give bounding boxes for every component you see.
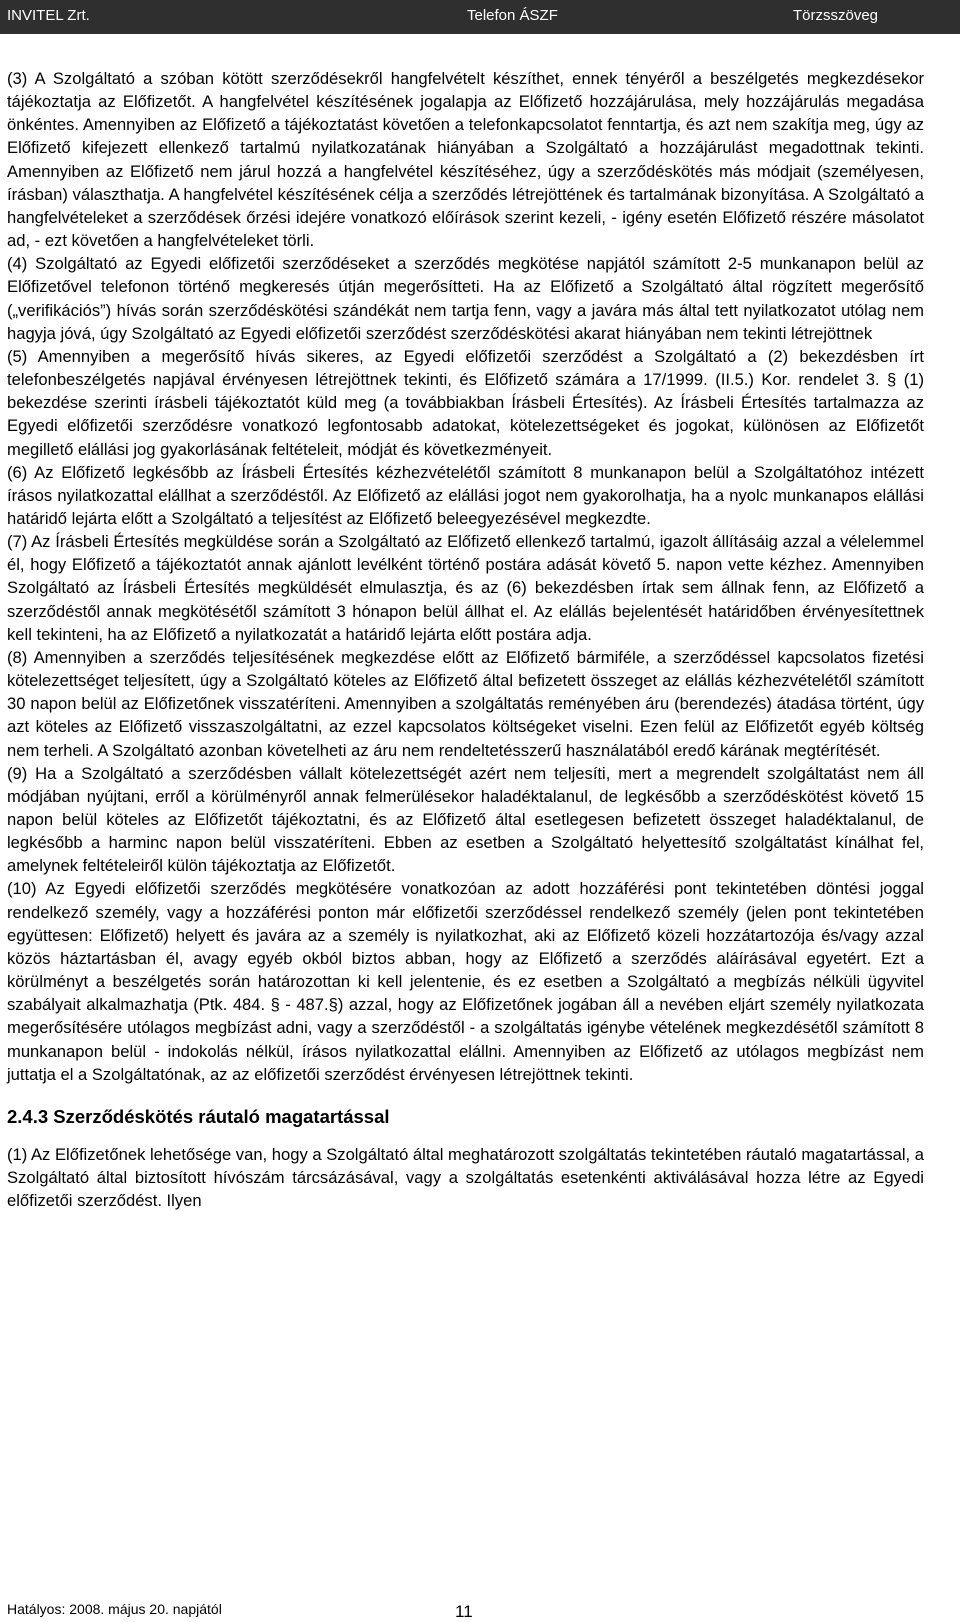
paragraph-7: (7) Az Írásbeli Értesítés megküldése során a Szolgáltató az Előfizető ellenkező tartalmú, igazolt állításáig azzal a vélelemmel él, hogy Előfizető a tájékoztatót annak ajánlott levélként történő postára adását követő 5. napon vette kézhez. Amennyiben Szolgáltató az Írásbeli Értesítés megküldését elmulasztja, és az (6) bekezdésben írtak sem állnak fenn, az Előfizető a szerződéstől annak megkötésétől számított 3 hónapon belül állhat el. Az elállás bejelentését határidőben érvényesítettnek kell tekinteni, ha az Előfizető a nyilatkozatát a határidő lejárta előtt postára adja. — [7, 532, 924, 644]
page-footer — [0, 1596, 960, 1622]
paragraph-5: (5) Amennyiben a megerősítő hívás sikeres, az Egyedi előfizetői szerződést a Szolgáltató a (2) bekezdésben írt telefonbeszélgetés napjával érvényesen létrejöttnek tekinti, és Előfizető számára a 17/1999. (II.5.) Kor. rendelet 3. § (1) bekezdése szerinti írásbeli tájékoztatót küld meg (a továbbiakban Írásbeli Értesítés). Az Írásbeli Értesítés tartalmazza az Egyedi előfizetői szerződésre vonatkozó legfontosabb adatokat, kötelezettségeket és jogokat, különösen az Előfizetőt megillető elállási jog gyakorlásának feltételeit, módját és következményeit. — [7, 346, 924, 459]
page-header — [0, 0, 960, 34]
header-doc-name: Telefon ÁSZF — [467, 7, 558, 24]
paragraph-4: (4) Szolgáltató az Egyedi előfizetői szerződéseket a szerződés megkötése napjától számított 2-5 munkanapon belül az Előfizetővel telefonon történő megkeresés útján megerősítteti. Ha az Előfizető a Szolgáltató által rögzített megerősítő („verifikációs”) hívás során szerződéskötési szándékát nem tartja fenn, vagy a javára más által tett nyilatkozatot utólag nem hagyja jóvá, úgy Szolgáltató az Egyedi előfizetői szerződést szerződéskötési akarat hiányában nem tekinti létrejöttnek — [7, 254, 924, 343]
page-number: 11 — [455, 1602, 473, 1621]
footer-effective-date: Hatályos: 2008. május 20. napjától — [7, 1601, 222, 1617]
header-company: INVITEL Zrt. — [7, 7, 90, 24]
section-paragraph-1: (1) Az Előfizetőnek lehetősége van, hogy a Szolgáltató által meghatározott szolgáltatás tekintetében ráutaló magatartással, a Szolgáltató által biztosított hívószám tárcsázásával, vagy a szolgáltatás esetenkénti aktiválásával hozza létre az Egyedi előfizetői szerződést. Ilyen — [7, 1144, 924, 1211]
document-body — [7, 67, 924, 1212]
paragraph-3: (3) A Szolgáltató a szóban kötött szerződésekről hangfelvételt készíthet, ennek tényéről a beszélgetés megkezdésekor tájékoztatja az Előfizetőt. A hangfelvétel készítésének jogalapja az Előfizető hozzájárulása, mely hozzájárulás megadása önkéntes. Amennyiben az Előfizető a tájékoztatást követően a telefonkapcsolatot fenntartja, és azt nem szakítja meg, úgy az Előfizető kifejezett ellenkező tartalmú nyilatkozatának hiányában a Szolgáltató a hozzájárulást megadottnak tekinti. Amennyiben az Előfizető nem járul hozzá a hangfelvétel készítéséhez, úgy a szerződéskötés más módjait (személyesen, írásban) választhatja. A hangfelvétel készítésének célja a szerződés létrejöttének és tartalmának bizonyítása. A Szolgáltató a hangfelvételeket a szerződések őrzési idejére vonatkozó előírások szerint kezeli, - igény esetén Előfizető részére másolatot ad, - ezt követően a hangfelvételeket törli. — [7, 69, 924, 251]
paragraph-10: (10) Az Egyedi előfizetői szerződés megkötésére vonatkozóan az adott hozzáférési pont tekintetében döntési joggal rendelkező személy, vagy a hozzáférési ponton már előfizetői szerződéssel rendelkező személy (jelen pont tekintetében együttesen: Előfizető) helyett és javára az a személy is nyilatkozhat, aki az Előfizető közeli hozzátartozója és/vagy azzal közös háztartásban él, avagy egyéb okból biztos abban, hogy az Előfizető a szerződés aláírásával egyetért. Ezt a körülményt a beszélgetés során határozottan ki kell jelentenie, és ez esetben a Szolgáltató a megbízás nélküli ügyvitel szabályait alkalmazhatja (Ptk. 484. § - 487.§) azzal, hogy az Előfizetőnek jogában áll a nevében eljárt személy nyilatkozata megerősítésére utólagos megbízást adni, vagy a szerződéstől - a szolgáltatás igénybe vételének megkezdésétől számított 8 munkanapon belül - indokolás nélkül, írásos nyilatkozattal elállni. Amennyiben az Előfizető az utólagos megbízást nem juttatja el a Szolgáltatónak, az az előfizetői szerződést érvényesen létrejöttnek tekinti. — [7, 879, 924, 1084]
paragraph-6: (6) Az Előfizető legkésőbb az Írásbeli Értesítés kézhezvételétől számított 8 munkanapon belül a Szolgáltatóhoz intézett írásos nyilatkozattal elállhat a szerződéstől. Az Előfizető az elállási jogot nem gyakorolhatja, ha a nyolc munkanapos elállási határidő lejárta előtt a Szolgáltató a teljesítést az Előfizető beleegyezésével megkezdte. — [7, 462, 924, 528]
section-heading: 2.4.3 Szerződéskötés ráutaló magatartással — [7, 1105, 390, 1127]
paragraph-8: (8) Amennyiben a szerződés teljesítésének megkezdése előtt az Előfizető bármiféle, a szerződéssel kapcsolatos fizetési kötelezettséget teljesített, úgy a Szolgáltató köteles az Előfizető által befizetett összeget az elállás kézhezvételétől számított 30 napon belül az Előfizetőnek visszatéríteni. Amennyiben a szolgáltatás reményében áru (berendezés) átadása történt, úgy azt köteles az Előfizető visszaszolgáltatni, az ezzel kapcsolatos költségeket viselni. Ezen felül az Előfizetőt egyéb költség nem terheli. A Szolgáltató azonban követelheti az áru nem rendeltetésszerű használatából eredő kárának megtérítését. — [7, 647, 924, 760]
paragraph-9: (9) Ha a Szolgáltató a szerződésben vállalt kötelezettségét azért nem teljesíti, mert a megrendelt szolgáltatást nem áll módjában nyújtani, erről a körülményről annak felmerülésekor haladéktalanul, de legkésőbb a szerződéskötést követő 15 napon belül köteles az Előfizetőt tájékoztatni, és az Előfizető által esetlegesen befizetett összeget haladéktalanul, de legkésőbb a harminc napon belül visszatéríteni. Ebben az esetben a Szolgáltató helyettesítő szolgáltatást kínálhat fel, amelynek feltételeiről külön tájékoztatja az Előfizetőt. — [7, 763, 924, 876]
header-section: Törzsszöveg — [793, 7, 879, 24]
